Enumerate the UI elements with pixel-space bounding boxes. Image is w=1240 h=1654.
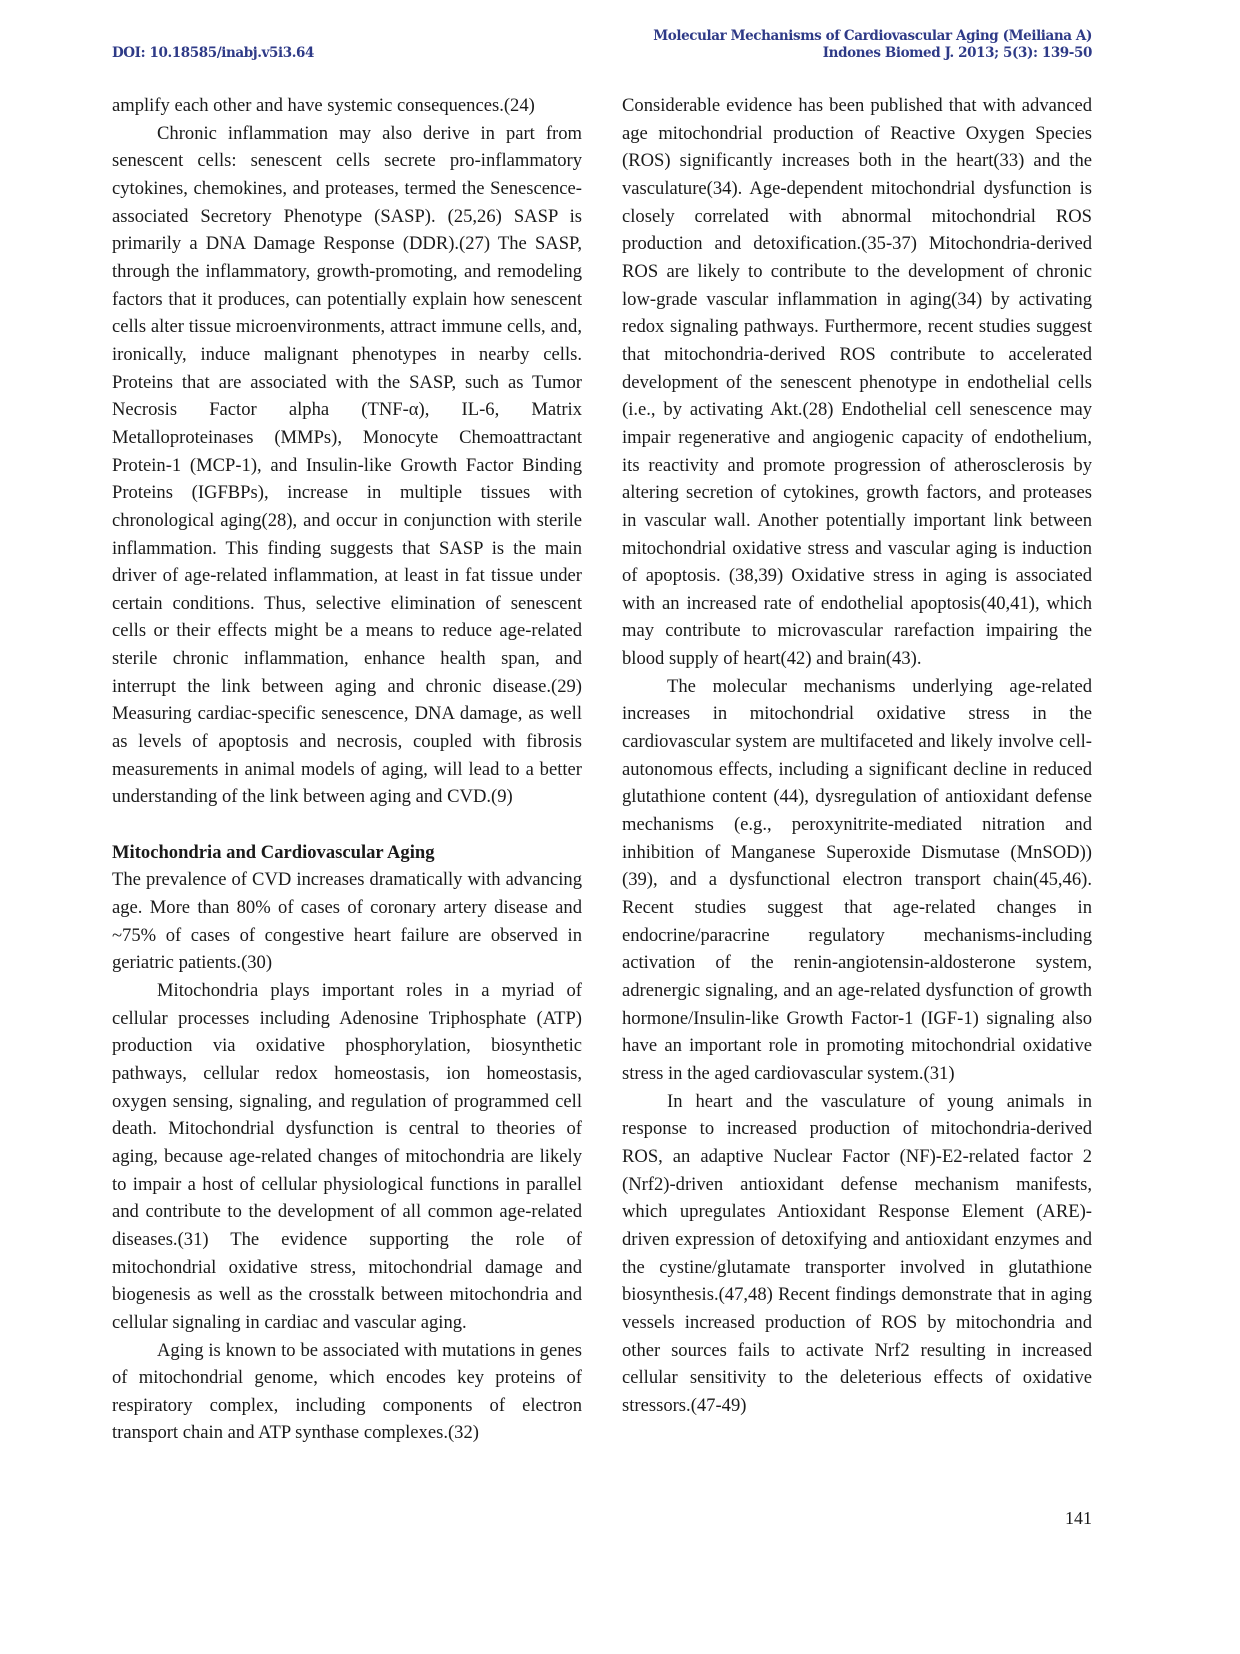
right-column	[622, 92, 1092, 1420]
journal-citation: Indones Biomed J. 2013; 5(3): 139-50	[822, 45, 1092, 61]
paragraph: Aging is known to be associated with mutations in genes of mitochondrial genome, which encodes key proteins of respiratory complex, including components of electron transport chain and ATP synthase complexes.(32)	[112, 1339, 582, 1444]
paragraph: The prevalence of CVD increases dramatically with advancing age. More than 80% of cases of coronary artery disease and ~75% of cases of congestive heart failure are observed in geriatric patients.(30)	[112, 869, 582, 974]
running-title: Molecular Mechanisms of Cardiovascular Aging (Meiliana A)	[653, 28, 1092, 44]
doi: DOI: 10.18585/inabj.v5i3.64	[112, 45, 315, 61]
paragraph: The molecular mechanisms underlying age-related increases in mitochondrial oxidative stress in the cardiovascular system are multifaceted and likely involve cell-autonomous effects, including a significant decline in reduced glutathione content (44), dysregulation of antioxidant defense mechanisms (e.g., peroxynitrite-mediated nitration and inhibition of Manganese Superoxide Dismutase (MnSOD))(39), and a dysfunctional electron transport chain(45,46). Recent studies suggest that age-related changes in endocrine/paracrine regulatory mechanisms-including activation of the renin-angiotensin-aldosterone system, adrenergic signaling, and an age-related dysfunction of growth hormone/Insulin-like Growth Factor-1 (IGF-1) signaling also have an important role in promoting mitochondrial oxidative stress in the aged cardiovascular system.(31)	[622, 675, 1092, 1084]
section-heading: Mitochondria and Cardiovascular Aging	[112, 841, 435, 863]
paragraph: Mitochondria plays important roles in a myriad of cellular processes including Adenosine Triphosphate (ATP) production via oxidative phosphorylation, biosynthetic pathways, cellular redox homeostasis, ion homeostasis, oxygen sensing, signaling, and regulation of programmed cell death. Mitochondrial dysfunction is central to theories of aging, because age-related changes of mitochondria are likely to impair a host of cellular physiological functions in parallel and contribute to the development of all common age-related diseases.(31) The evidence supporting the role of mitochondrial oxidative stress, mitochondrial damage and biogenesis as well as the crosstalk between mitochondria and cellular signaling in cardiac and vascular aging.	[112, 979, 582, 1333]
page-number: 141	[1065, 1508, 1092, 1528]
paragraph: Considerable evidence has been published that with advanced age mitochondrial production of Reactive Oxygen Species (ROS) significantly increases both in the heart(33) and the vasculature(34). Age-dependent mitochondrial dysfunction is closely correlated with abnormal mitochondrial ROS production and detoxification.(35-37) Mitochondria-derived ROS are likely to contribute to the development of chronic low-grade vascular inflammation in aging(34) by activating redox signaling pathways. Furthermore, recent studies suggest that mitochondria-derived ROS contribute to accelerated development of the senescent phenotype in endothelial cells (i.e., by activating Akt.(28) Endothelial cell senescence may impair regenerative and angiogenic capacity of endothelium, its reactivity and promote progression of atherosclerosis by altering secretion of cytokines, growth factors, and proteases in vascular wall. Another potentially important link between mitochondrial oxidative stress and vascular aging is induction of apoptosis. (38,39) Oxidative stress in aging is associated with an increased rate of endothelial apoptosis(40,41), which may contribute to microvascular rarefaction impairing the blood supply of heart(42) and brain(43).	[622, 95, 1092, 670]
paragraph: In heart and the vasculature of young animals in response to increased production of mitochondria-derived ROS, an adaptive Nuclear Factor (NF)-E2-related factor 2 (Nrf2)-driven antioxidant defense mechanism manifests, which upregulates Antioxidant Response Element (ARE)-driven expression of detoxifying and antioxidant enzymes and the cystine/glutamate transporter involved in glutathione biosynthesis.(47,48) Recent findings demonstrate that in aging vessels increased production of ROS by mitochondria and other sources fails to activate Nrf2 resulting in increased cellular sensitivity to the deleterious effects of oxidative stressors.(47-49)	[622, 1090, 1092, 1416]
running-header	[653, 28, 1092, 62]
paragraph: Chronic inflammation may also derive in part from senescent cells: senescent cells secrete pro-inflammatory cytokines, chemokines, and proteases, termed the Senescence-associated Secretory Phenotype (SASP). (25,26) SASP is primarily a DNA Damage Response (DDR).(27) The SASP, through the inflammatory, growth-promoting, and remodeling factors that it produces, can potentially explain how senescent cells alter tissue microenvironments, attract immune cells, and, ironically, induce malignant phenotypes in nearby cells. Proteins that are associated with the SASP, such as Tumor Necrosis Factor alpha (TNF-α), IL-6, Matrix Metalloproteinases (MMPs), Monocyte Chemoattractant Protein-1 (MCP-1), and Insulin-like Growth Factor Binding Proteins (IGFBPs), increase in multiple tissues with chronological aging(28), and occur in conjunction with sterile inflammation. This finding suggests that SASP is the main driver of age-related inflammation, at least in fat tissue under certain conditions. Thus, selective elimination of senescent cells or their effects might be a means to reduce age-related sterile chronic inflammation, enhance health span, and interrupt the link between aging and chronic disease.(29) Measuring cardiac-specific senescence, DNA damage, as well as levels of apoptosis and necrosis, coupled with fibrosis measurements in animal models of aging, will lead to a better understanding of the link between aging and CVD.(9)	[112, 122, 582, 808]
left-column	[112, 92, 582, 1447]
paragraph: amplify each other and have systemic consequences.(24)	[112, 95, 535, 116]
